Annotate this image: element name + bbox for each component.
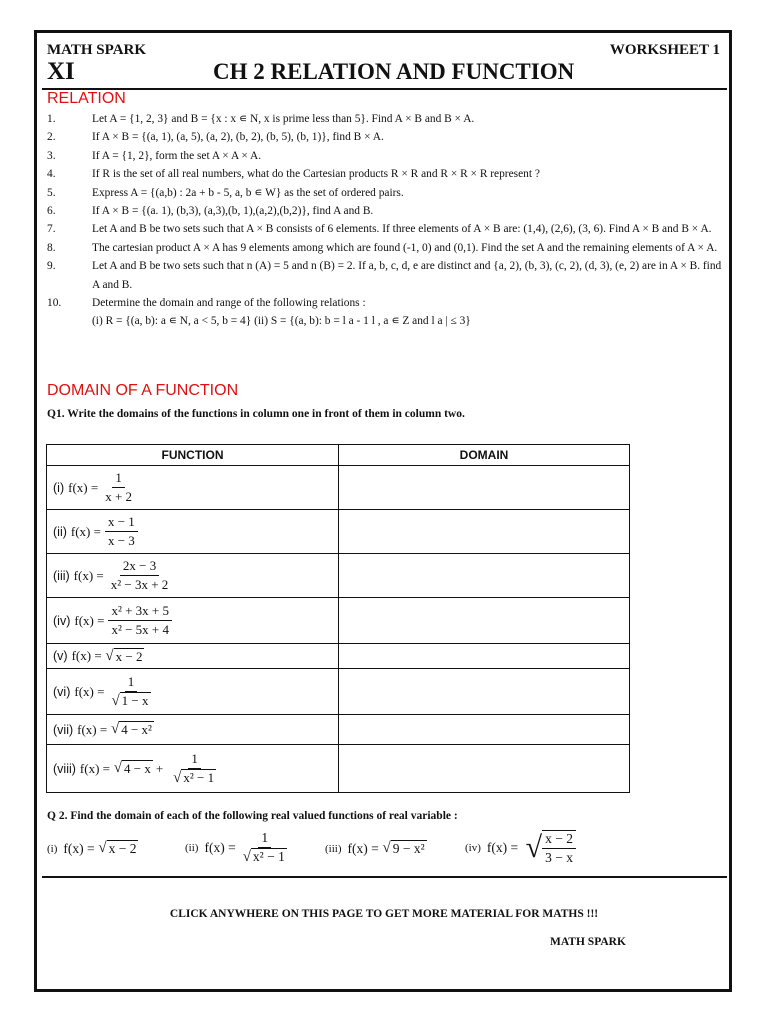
- class-label: XI: [47, 58, 75, 85]
- question-subtext: (i) R = {(a, b): a ∊ N, a < 5, b = 4} (ii) S = {(a, b): b = l a - 1 l , a ∊ Z and l a | ≤ 3}: [92, 315, 471, 328]
- chapter-title: CH 2 RELATION AND FUNCTION: [213, 59, 575, 84]
- footer-divider: [42, 876, 727, 878]
- numerator: 1: [112, 470, 125, 488]
- function-lhs: f(x) =: [77, 721, 108, 737]
- radicand: x − 2: [108, 841, 137, 856]
- question-number: 10.: [47, 297, 62, 310]
- sqrt-icon: √: [378, 840, 391, 856]
- function-expression: [53, 721, 332, 738]
- function-lhs: f(x) =: [71, 648, 102, 663]
- domain-answer-cell[interactable]: [339, 598, 630, 644]
- item-label: (ii): [185, 842, 199, 854]
- question-text: Let A and B be two sets such that n (A) = 5 and n (B) = 2. If a, b, c, d, e are distinct and {a, 2), (b, 3), (c, 2), (d, 3), (e, 2) are in A × B. find A and B.: [92, 260, 722, 291]
- domain-answer-cell[interactable]: [339, 745, 630, 793]
- numerator: 2x − 3: [120, 558, 159, 576]
- relation-question-list: [47, 110, 722, 331]
- numerator: 1: [258, 830, 271, 848]
- q2-item: [185, 830, 290, 866]
- list-item: [47, 257, 722, 294]
- domain-answer-cell[interactable]: [339, 715, 630, 745]
- domain-answer-cell[interactable]: [339, 669, 630, 715]
- function-expression: [53, 751, 332, 787]
- denominator: x² − 3x + 2: [110, 577, 169, 592]
- domain-heading: DOMAIN OF A FUNCTION: [47, 382, 239, 399]
- question-number: 6.: [47, 205, 56, 218]
- question-text: Express A = {(a,b) : 2a + b - 5, a, b ∊ W} as the set of ordered pairs.: [92, 186, 404, 199]
- item-label: (i): [47, 842, 58, 855]
- function-lhs: f(x) =: [68, 479, 99, 495]
- sqrt-icon: √: [107, 721, 120, 737]
- function-expression: [53, 558, 332, 593]
- row-label: (iii): [53, 568, 70, 583]
- q2-title: Q 2. Find the domain of each of the following real valued functions of real variable :: [47, 810, 458, 822]
- list-item: [47, 312, 722, 330]
- question-text: Let A and B be two sets such that A × B consists of 6 elements. If three elements of A × B are: (1,4), (2,6), (3, 6). Find A × B and B × A.: [92, 223, 712, 236]
- numerator: x − 1: [105, 514, 138, 532]
- numerator: x² + 3x + 5: [108, 603, 172, 621]
- row-label: (vi): [53, 684, 71, 699]
- list-item: [47, 165, 722, 183]
- radicand: x² − 1: [183, 769, 215, 785]
- item-label: (iv): [465, 842, 481, 854]
- function-expression: [53, 648, 332, 665]
- list-item: [47, 184, 722, 202]
- question-text: If A × B = {(a, 1), (a, 5), (a, 2), (b, 2), (b, 5), (b, 1)}, find B × A.: [92, 131, 384, 144]
- numerator: 1: [188, 751, 201, 769]
- q2-item: [47, 840, 138, 857]
- numerator: 1: [125, 674, 138, 692]
- sqrt-icon: √: [111, 692, 120, 709]
- table-row: [47, 510, 630, 554]
- table-row: [47, 554, 630, 598]
- question-text: Let A = {1, 2, 3} and B = {x : x ∊ N, x is prime less than 5}. Find A × B and B × A.: [92, 113, 475, 125]
- table-row: [47, 466, 630, 510]
- row-label: (viii): [53, 761, 76, 776]
- list-item: [47, 239, 722, 257]
- question-text: If A × B = {(a. 1), (b,3), (a,3),(b, 1),(a,2),(b,2)}, find A and B.: [92, 205, 374, 218]
- sqrt-icon: √: [173, 769, 182, 786]
- radicand: x − 2: [115, 648, 143, 664]
- list-item: [47, 147, 722, 165]
- row-label: (ii): [53, 524, 67, 539]
- question-number: 2.: [47, 131, 56, 144]
- numerator: x − 2: [542, 831, 576, 849]
- question-text: If A = {1, 2}, form the set A × A × A.: [92, 149, 262, 162]
- radicand: 1 − x: [121, 692, 149, 708]
- table-row: [47, 669, 630, 715]
- q2-item: [465, 830, 576, 866]
- domain-answer-cell[interactable]: [339, 554, 630, 598]
- question-number: 8.: [47, 241, 56, 254]
- table-header-row: [47, 445, 630, 466]
- question-number: 7.: [47, 223, 56, 236]
- question-number: 1.: [47, 113, 56, 125]
- question-text: If R is the set of all real numbers, what do the Cartesian products R × R and R × R × R represent ?: [92, 168, 540, 181]
- sqrt-icon: √: [518, 831, 543, 864]
- q1-title: Q1. Write the domains of the functions in column one in front of them in column two.: [47, 408, 465, 420]
- denominator: x² − 5x + 4: [111, 622, 169, 637]
- domain-column-header: DOMAIN: [339, 445, 630, 466]
- list-item: [47, 294, 722, 312]
- sqrt-icon: √: [101, 647, 114, 664]
- function-lhs: f(x) =: [204, 840, 236, 855]
- q2-item: [325, 840, 427, 857]
- function-expression: [53, 674, 332, 710]
- more-material-link[interactable]: CLICK ANYWHERE ON THIS PAGE TO GET MORE MATERIAL FOR MATHS !!!: [169, 908, 599, 920]
- radicand: 9 − x²: [392, 841, 425, 856]
- function-expression: [53, 603, 332, 638]
- question-number: 5.: [47, 186, 56, 199]
- row-label: (iv): [53, 613, 71, 628]
- radicand: x² − 1: [252, 849, 285, 864]
- list-item: [47, 202, 722, 220]
- sqrt-icon: √: [94, 840, 107, 856]
- denominator: x − 3: [107, 533, 135, 548]
- function-expression: [53, 470, 332, 505]
- list-item: [47, 110, 722, 128]
- worksheet-label: WORKSHEET 1: [609, 42, 720, 58]
- footer-brand: MATH SPARK: [550, 936, 626, 948]
- table-row: [47, 644, 630, 669]
- table-row: [47, 745, 630, 793]
- function-lhs: f(x) =: [74, 612, 105, 628]
- function-column-header: FUNCTION: [47, 445, 339, 466]
- domain-answer-cell[interactable]: [339, 644, 630, 669]
- function-lhs: f(x) =: [347, 840, 379, 856]
- relation-heading: RELATION: [47, 90, 126, 107]
- function-lhs: f(x) =: [63, 840, 95, 856]
- row-label: (v): [53, 649, 68, 663]
- domain-table: [46, 444, 630, 793]
- table-row: [47, 715, 630, 745]
- table-row: [47, 598, 630, 644]
- sqrt-icon: √: [242, 849, 251, 865]
- question-text: Determine the domain and range of the following relations :: [92, 297, 366, 310]
- item-label: (iii): [325, 842, 342, 855]
- domain-answer-cell[interactable]: [339, 466, 630, 510]
- row-label: (vii): [53, 722, 74, 737]
- list-item: [47, 128, 722, 146]
- radicand: 4 − x²: [121, 722, 152, 737]
- domain-answer-cell[interactable]: [339, 510, 630, 554]
- plus-sign: +: [155, 760, 164, 776]
- sqrt-icon: √: [110, 760, 122, 776]
- question-number: 3.: [47, 149, 56, 162]
- function-lhs: f(x) =: [486, 840, 519, 855]
- denominator: 3 − x: [545, 850, 573, 865]
- radicand: 4 − x: [123, 761, 151, 776]
- function-lhs: f(x) =: [70, 523, 101, 539]
- header-divider: [42, 88, 727, 90]
- function-lhs: f(x) =: [73, 567, 104, 583]
- question-text: The cartesian product A × A has 9 elements among which are found (-1, 0) and (0,1). Find the set A and the remaining elements of A × A.: [92, 241, 718, 254]
- function-lhs: f(x) =: [74, 683, 105, 699]
- question-number: 4.: [47, 168, 56, 181]
- function-lhs: f(x) =: [79, 760, 110, 776]
- brand-header: MATH SPARK: [47, 42, 147, 58]
- question-number: 9.: [47, 260, 56, 273]
- list-item: [47, 220, 722, 238]
- row-label: (i): [53, 480, 65, 495]
- function-expression: [53, 514, 332, 549]
- denominator: x + 2: [105, 489, 133, 504]
